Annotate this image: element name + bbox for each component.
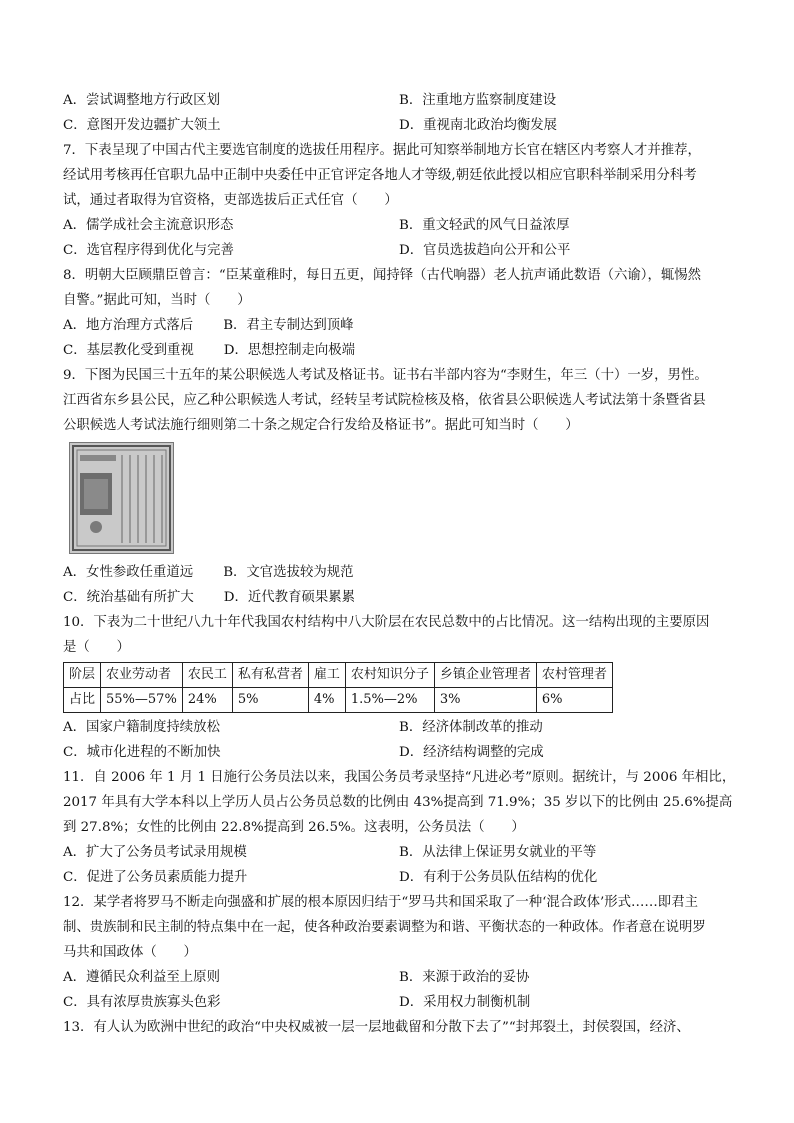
table-cell: 农村管理者 — [536, 663, 612, 688]
q9-stem-line: 9．下图为民国三十五年的某公职候选人考试及格证书。证书右半部内容为“李财生，年三（十）一岁，男性。 — [63, 368, 708, 383]
q11-stem — [63, 765, 735, 840]
q9-option-a[interactable]: A．女性参政任重道远 — [63, 565, 194, 580]
exam-page — [63, 88, 735, 1040]
q13-stem — [63, 1015, 735, 1040]
q8-option-b[interactable]: B．君主专制达到顶峰 — [223, 318, 354, 333]
table-cell: 农民工 — [182, 663, 232, 688]
q12-options-row-1 — [63, 965, 735, 990]
q12-option-b[interactable]: B．来源于政治的妥协 — [399, 970, 530, 985]
q8-stem-line: 8．明朝大臣顾鼎臣曾言：“臣某童稚时，每日五更，闻持铎（古代响器）老人抗声诵此数语（六谕），辄惕然 — [63, 268, 702, 283]
table-row — [64, 688, 613, 713]
q6-options-row-1 — [63, 88, 735, 113]
table-cell: 乡镇企业管理者 — [434, 663, 536, 688]
q10-options-row-1 — [63, 715, 735, 740]
q10-option-c[interactable]: C．城市化进程的不断加快 — [63, 745, 221, 760]
q9-stem-line: 公职候选人考试法施行细则第二十条之规定合行发给及格证书”。据此可知当时（ ） — [63, 418, 579, 433]
q8-stem-line: 自警。”据此可知，当时（ ） — [63, 293, 251, 308]
q12-option-d[interactable]: D．采用权力制衡机制 — [399, 995, 531, 1010]
q7-stem-line: 7．下表呈现了中国古代主要选官制度的选拔任用程序。据此可知察举制地方长官在辖区内考察人才并推荐， — [63, 143, 701, 158]
table-cell: 3% — [434, 688, 536, 713]
q9-options-row-1 — [63, 560, 735, 585]
table-cell: 农村知识分子 — [345, 663, 434, 688]
q12-options-row-2 — [63, 990, 735, 1015]
q9-stem — [63, 363, 735, 438]
table-cell: 雇工 — [308, 663, 345, 688]
table-cell: 农业劳动者 — [101, 663, 183, 688]
table-cell: 占比 — [64, 688, 101, 713]
table-cell: 6% — [536, 688, 612, 713]
q10-option-b[interactable]: B．经济体制改革的推动 — [399, 720, 543, 735]
q11-stem-line: 11．自 2006 年 1 月 1 日施行公务员法以来，我国公务员考录坚持“凡进必考”原则。据统计，与 2006 年相比， — [63, 770, 735, 785]
q9-options-row-2 — [63, 585, 735, 610]
q10-option-a[interactable]: A．国家户籍制度持续放松 — [63, 720, 220, 735]
q8-options-row-1 — [63, 313, 735, 338]
certificate-image — [70, 443, 173, 553]
strata-table — [63, 662, 613, 713]
table-cell: 24% — [182, 688, 232, 713]
q8-options-row-2 — [63, 338, 735, 363]
q8-option-a[interactable]: A．地方治理方式落后 — [63, 318, 194, 333]
q7-stem — [63, 138, 735, 213]
q6-option-d[interactable]: D．重视南北政治均衡发展 — [399, 118, 558, 133]
table-cell: 5% — [232, 688, 308, 713]
q7-option-d[interactable]: D．官员选拔趋向公开和公平 — [399, 243, 571, 258]
q7-option-b[interactable]: B．重文轻武的风气日益浓厚 — [399, 218, 570, 233]
q6-option-a[interactable]: A．尝试调整地方行政区划 — [63, 93, 220, 108]
q10-option-d[interactable]: D．经济结构调整的完成 — [399, 745, 544, 760]
q11-option-c[interactable]: C．促进了公务员素质能力提升 — [63, 870, 248, 885]
q12-option-a[interactable]: A．遵循民众利益至上原则 — [63, 970, 220, 985]
q7-options-row-1 — [63, 213, 735, 238]
q10-options-row-2 — [63, 740, 735, 765]
q6-options-row-2 — [63, 113, 735, 138]
q11-options-row-2 — [63, 865, 735, 890]
q9-option-d[interactable]: D．近代教育硕果累累 — [223, 590, 356, 605]
q10-stem-line: 10．下表为二十世纪八九十年代我国农村结构中八大阶层在农民总数中的占比情况。这一结构出现的主要原因 — [63, 615, 710, 630]
q11-option-a[interactable]: A．扩大了公务员考试录用规模 — [63, 845, 247, 860]
q12-stem-line: 马共和国政体（ ） — [63, 945, 197, 960]
table-cell: 私有私营者 — [232, 663, 308, 688]
q8-stem — [63, 263, 735, 313]
q6-option-b[interactable]: B．注重地方监察制度建设 — [399, 93, 557, 108]
q7-stem-line: 试，通过者取得为官资格，吏部选拔后正式任官（ ） — [63, 193, 398, 208]
table-header-row — [64, 663, 613, 688]
table-cell: 1.5%—2% — [345, 688, 434, 713]
q12-stem — [63, 890, 735, 965]
q12-option-c[interactable]: C．具有浓厚贵族寡头色彩 — [63, 995, 221, 1010]
q9-stem-line: 江西省东乡县公民，应乙种公职候选人考试，经转呈考试院检核及格，依省县公职候选人考试法第十条暨省县 — [63, 393, 706, 408]
q12-stem-line: 制、贵族制和民主制的特点集中在一起，使各种政治要素调整为和谐、平衡状态的一种政体。作者意在说明罗 — [63, 920, 706, 935]
q7-stem-line: 经试用考核再任官职九品中正制中央委任中正官评定各地人才等级,朝廷依此授以相应官职科举制采用分科考 — [63, 168, 697, 183]
q12-stem-line: 12．某学者将罗马不断走向强盛和扩展的根本原因归结于“罗马共和国采取了一种‘混合政体’形式……即君主 — [63, 895, 698, 910]
table-cell: 4% — [308, 688, 345, 713]
q8-option-c[interactable]: C．基层教化受到重视 — [63, 343, 194, 358]
certificate-photo — [69, 442, 174, 554]
q11-options-row-1 — [63, 840, 735, 865]
q11-option-d[interactable]: D．有利于公务员队伍结构的优化 — [399, 870, 598, 885]
q10-stem-line: 是（ ） — [63, 640, 130, 655]
q11-stem-line: 2017 年具有大学本科以上学历人员占公务员总数的比例由 43%提高到 71.9%；35 岁以下的比例由 25.6%提高 — [63, 795, 733, 810]
q11-stem-line: 到 27.8%；女性的比例由 22.8%提高到 26.5%。这表明，公务员法（ ） — [63, 820, 525, 835]
q7-option-a[interactable]: A．儒学成社会主流意识形态 — [63, 218, 234, 233]
table-cell: 55%—57% — [101, 688, 183, 713]
q10-stem — [63, 610, 735, 660]
q13-stem-line: 13．有人认为欧洲中世纪的政治“中央权威被一层一层地截留和分散下去了”“封邦裂土，封侯裂国，经济、 — [63, 1020, 690, 1035]
q11-option-b[interactable]: B．从法律上保证男女就业的平等 — [399, 845, 597, 860]
q6-option-c[interactable]: C．意图开发边疆扩大领土 — [63, 118, 221, 133]
table-cell: 阶层 — [64, 663, 101, 688]
q7-options-row-2 — [63, 238, 735, 263]
q9-option-b[interactable]: B．文官选拔较为规范 — [223, 565, 354, 580]
q7-option-c[interactable]: C．选官程序得到优化与完善 — [63, 243, 234, 258]
q9-option-c[interactable]: C．统治基础有所扩大 — [63, 590, 194, 605]
q8-option-d[interactable]: D．思想控制走向极端 — [223, 343, 356, 358]
